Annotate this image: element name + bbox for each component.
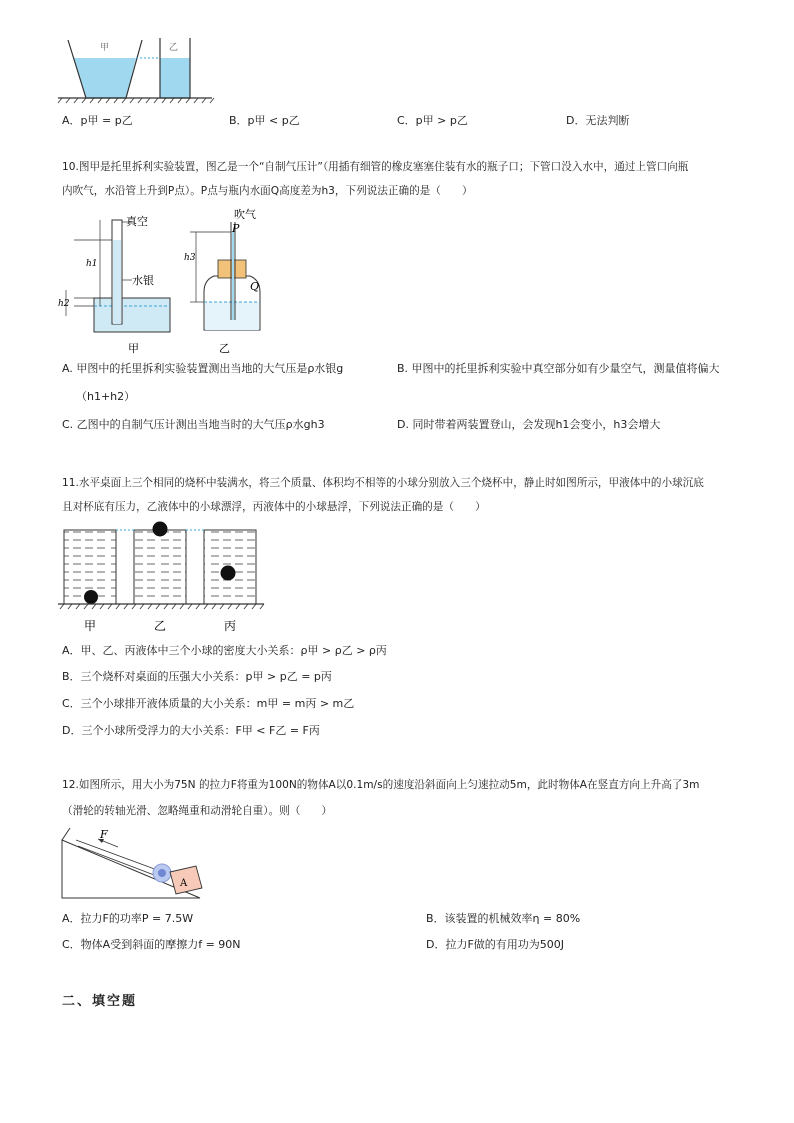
q11-stem-line2: 且对杯底有压力，乙液体中的小球漂浮，丙液体中的小球悬浮，下列说法正确的是（ ） bbox=[62, 501, 486, 513]
q10-option-c[interactable]: C. 乙图中的自制气压计测出当地当时的大气压ρ水gh3 bbox=[62, 418, 325, 431]
q9-option-a[interactable]: A．p甲 = p乙 bbox=[62, 114, 133, 127]
q10-label-vacuum: 真空 bbox=[126, 215, 148, 228]
q11-option-d[interactable]: D．三个小球所受浮力的大小关系：F甲 < F乙 = F丙 bbox=[62, 724, 320, 737]
q9-label-yi: 乙 bbox=[169, 43, 179, 53]
q10-label-h2: h2 bbox=[58, 299, 70, 309]
q12-label-a: A bbox=[180, 878, 188, 889]
q11-option-c[interactable]: C．三个小球排开液体质量的大小关系：m甲 = m丙 > m乙 bbox=[62, 697, 355, 710]
q9-option-c[interactable]: C．p甲 > p乙 bbox=[397, 114, 468, 127]
q11-label-yi: 乙 bbox=[154, 619, 167, 633]
q10-stem-line2: 内吹气，水沿管上升到P点）。P点与瓶内水面Q高度差为h3，下列说法正确的是（ ） bbox=[62, 185, 473, 197]
q12-option-a[interactable]: A．拉力F的功率P = 7.5W bbox=[62, 912, 194, 925]
q10-label-blow: 吹气 bbox=[234, 208, 256, 221]
q10-label-yi: 乙 bbox=[219, 342, 230, 355]
q11-ball-jia bbox=[84, 590, 98, 604]
q12-option-b[interactable]: B．该装置的机械效率η = 80% bbox=[426, 912, 581, 925]
q9-figure bbox=[56, 36, 216, 106]
q10-label-q: Q bbox=[250, 280, 260, 293]
q12-option-d[interactable]: D．拉力F做的有用功为500J bbox=[426, 938, 565, 951]
q11-figure bbox=[58, 520, 268, 636]
q9-label-jia: 甲 bbox=[100, 43, 110, 53]
q11-label-bing: 丙 bbox=[224, 619, 237, 633]
q12-stem-line1: 12.如图所示，用大小为75N 的拉力F将重为100N的物体A以0.1m/s的速度沿斜面向上匀速拉动5m，此时物体A在竖直方向上升高了3m bbox=[62, 779, 700, 791]
q10-figure bbox=[56, 206, 276, 356]
q10-label-h3: h3 bbox=[184, 253, 196, 263]
q11-option-a[interactable]: A．甲、乙、丙液体中三个小球的密度大小关系：ρ甲 > ρ乙 > ρ丙 bbox=[62, 644, 387, 657]
q11-ball-yi bbox=[153, 522, 168, 537]
q12-option-c[interactable]: C．物体A受到斜面的摩擦力f = 90N bbox=[62, 938, 241, 951]
q12-figure bbox=[56, 826, 216, 902]
q9-option-d[interactable]: D．无法判断 bbox=[566, 114, 630, 127]
section-title-fill-in: 二、填空题 bbox=[62, 994, 138, 1009]
q12-label-f: F bbox=[100, 828, 108, 841]
q12-stem-line2: （滑轮的转轴光滑、忽略绳重和动滑轮自重）。则（ ） bbox=[62, 805, 333, 817]
q11-label-jia: 甲 bbox=[84, 619, 97, 633]
q10-label-h1: h1 bbox=[86, 259, 98, 269]
q10-label-p: P bbox=[232, 222, 240, 235]
q10-option-a[interactable]: A. 甲图中的托里拆利实验装置测出当地的大气压是ρ水银g bbox=[62, 362, 344, 375]
q10-option-b[interactable]: B. 甲图中的托里拆利实验中真空部分如有少量空气，测量值将偏大 bbox=[397, 362, 720, 375]
q10-option-d[interactable]: D. 同时带着两装置登山，会发现h1会变小，h3会增大 bbox=[397, 418, 661, 431]
q9-option-b[interactable]: B．p甲 < p乙 bbox=[229, 114, 300, 127]
q10-label-mercury: 水银 bbox=[132, 274, 154, 287]
q11-option-b[interactable]: B．三个烧杯对桌面的压强大小关系：p甲 > p乙 = p丙 bbox=[62, 670, 332, 683]
q11-stem-line1: 11.水平桌面上三个相同的烧杯中装满水，将三个质量、体积均不相等的小球分别放入三个烧杯中，静止时如图所示，甲液体中的小球沉底 bbox=[62, 477, 704, 489]
q10-option-a-cont: （h1+h2） bbox=[76, 390, 136, 403]
q10-stem-line1: 10.图甲是托里拆利实验装置，图乙是一个“自制气压计”（用插有细管的橡皮塞塞住装有水的瓶子口；下管口没入水中，通过上管口向瓶 bbox=[62, 161, 689, 173]
q11-ball-bing bbox=[221, 566, 236, 581]
q10-label-jia: 甲 bbox=[128, 342, 139, 355]
